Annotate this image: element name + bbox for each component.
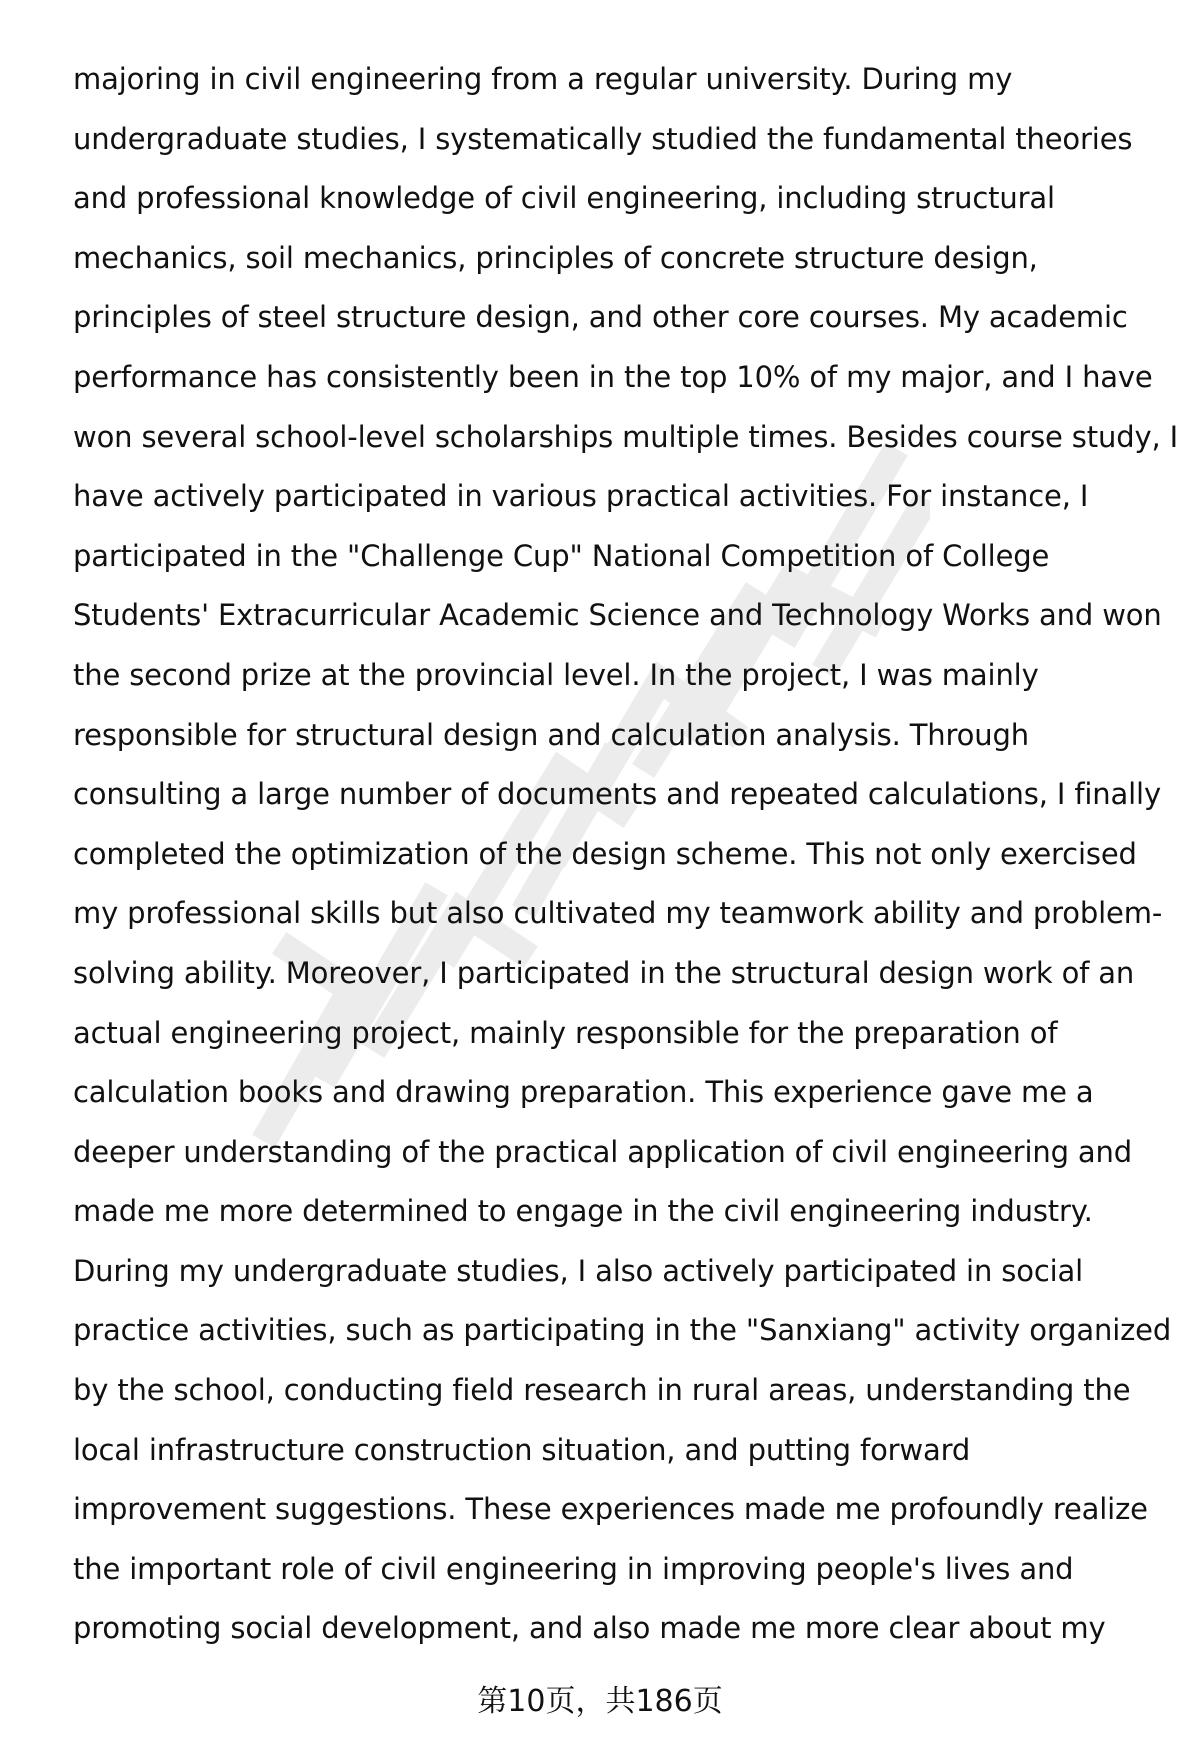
text-line: During my undergraduate studies, I also actively participated in social [73, 1253, 1084, 1288]
text-line: consulting a large number of documents and repeated calculations, I finally [73, 777, 1161, 812]
text-line: by the school, conducting field research in rural areas, understanding the [73, 1373, 1131, 1408]
text-line: and professional knowledge of civil engineering, including structural [73, 181, 1055, 216]
text-line: mechanics, soil mechanics, principles of concrete structure design, [73, 240, 1038, 275]
text-line: the important role of civil engineering in improving people's lives and [73, 1551, 1074, 1586]
text-line: have actively participated in various practical activities. For instance, I [73, 479, 1089, 514]
text-line: actual engineering project, mainly responsible for the preparation of [73, 1015, 1058, 1050]
text-line: promoting social development, and also made me more clear about my [73, 1611, 1106, 1646]
text-line: won several school-level scholarships multiple times. Besides course study, I [73, 419, 1179, 454]
text-line: performance has consistently been in the top 10% of my major, and I have [73, 359, 1153, 394]
text-line: improvement suggestions. These experiences made me profoundly realize [73, 1492, 1148, 1527]
text-line: undergraduate studies, I systematically studied the fundamental theories [73, 121, 1133, 156]
text-line: principles of steel structure design, and other core courses. My academic [73, 300, 1128, 335]
text-line: my professional skills but also cultivated my teamwork ability and problem- [73, 896, 1163, 931]
text-line: participated in the "Challenge Cup" National Competition of College [73, 538, 1050, 573]
page-number-footer: 第10页，共186页 [477, 1684, 723, 1719]
text-line: solving ability. Moreover, I participated in the structural design work of an [73, 955, 1135, 990]
text-line: completed the optimization of the design scheme. This not only exercised [73, 836, 1137, 871]
text-line: calculation books and drawing preparation. This experience gave me a [73, 1075, 1094, 1110]
text-line: practice activities, such as participating in the "Sanxiang" activity organized [73, 1313, 1172, 1348]
text-line: deeper understanding of the practical application of civil engineering and [73, 1134, 1133, 1169]
body-text [73, 50, 1179, 1659]
text-line: made me more determined to engage in the civil engineering industry. [73, 1194, 1093, 1229]
text-line: responsible for structural design and calculation analysis. Through [73, 717, 1029, 752]
text-line: the second prize at the provincial level. In the project, I was mainly [73, 657, 1039, 692]
text-line: majoring in civil engineering from a regular university. During my [73, 62, 1013, 96]
text-line: Students' Extracurricular Academic Science and Technology Works and won [73, 598, 1162, 633]
text-line: local infrastructure construction situation, and putting forward [73, 1432, 971, 1467]
